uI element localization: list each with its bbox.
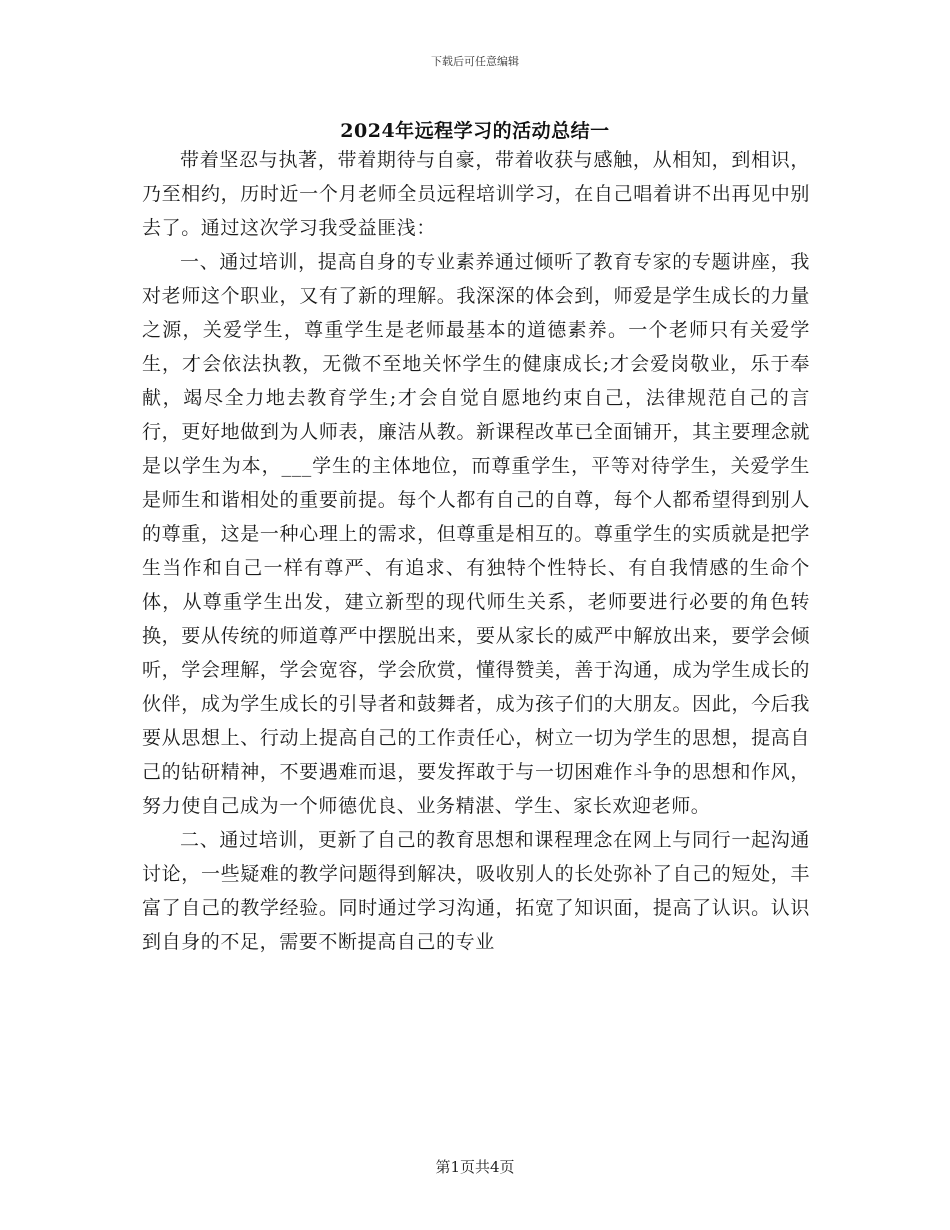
document-body — [142, 143, 810, 959]
paragraph-intro: 带着坚忍与执著，带着期待与自豪，带着收获与感触，从相知，到相识，乃至相约，历时近一个月老师全员远程培训学习，在自己唱着讲不出再见中别去了。通过这次学习我受益匪浅： — [142, 149, 810, 239]
page-footer: 第1页共4页 — [435, 1158, 515, 1176]
paragraph-section-two: 二、通过培训，更新了自己的教育思想和课程理念在网上与同行一起沟通讨论，一些疑难的教学问题得到解决，吸收别人的长处弥补了自己的短处，丰富了自己的教学经验。同时通过学习沟通，拓宽了知识面，提高了认识。认识到自身的不足，需要不断提高自己的专业 — [142, 829, 810, 953]
paragraph-section-one: 一、通过培训，提高自身的专业素养通过倾听了教育专家的专题讲座，我对老师这个职业，又有了新的理解。我深深的体会到，师爱是学生成长的力量之源，关爱学生，尊重学生是老师最基本的道德素养。一个老师只有关爱学生，才会依法执教，无微不至地关怀学生的健康成长;才会爱岗敬业，乐于奉献，竭尽全力地去教育学生;才会自觉自愿地约束自己，法律规范自己的言行，更好地做到为人师表，廉洁从教。新课程改革已全面铺开，其主要理念就是以学生为本，___学生的主体地位，而尊重学生，平等对待学生，关爱学生是师生和谐相处的重要前提。每个人都有自己的自尊，每个人都希望得到别人的尊重，这是一种心理上的需求，但尊重是相互的。尊重学生的实质就是把学生当作和自己一样有尊严、有追求、有独特个性特长、有自我情感的生命个体，从尊重学生出发，建立新型的现代师生关系，老师要进行必要的角色转换，要从传统的师道尊严中摆脱出来，要从家长的威严中解放出来，要学会倾听，学会理解，学会宽容，学会欣赏，懂得赞美，善于沟通，成为学生成长的伙伴，成为学生成长的引导者和鼓舞者，成为孩子们的大朋友。因此，今后我要从思想上、行动上提高自己的工作责任心，树立一切为学生的思想，提高自己的钻研精神，不要遇难而退，要发挥敢于与一切困难作斗争的思想和作风，努力使自己成为一个师德优良、业务精湛、学生、家长欢迎老师。 — [142, 251, 810, 817]
header-note: 下载后可任意编辑 — [431, 55, 519, 68]
document-title: 2024年远程学习的活动总结一 — [340, 120, 610, 142]
